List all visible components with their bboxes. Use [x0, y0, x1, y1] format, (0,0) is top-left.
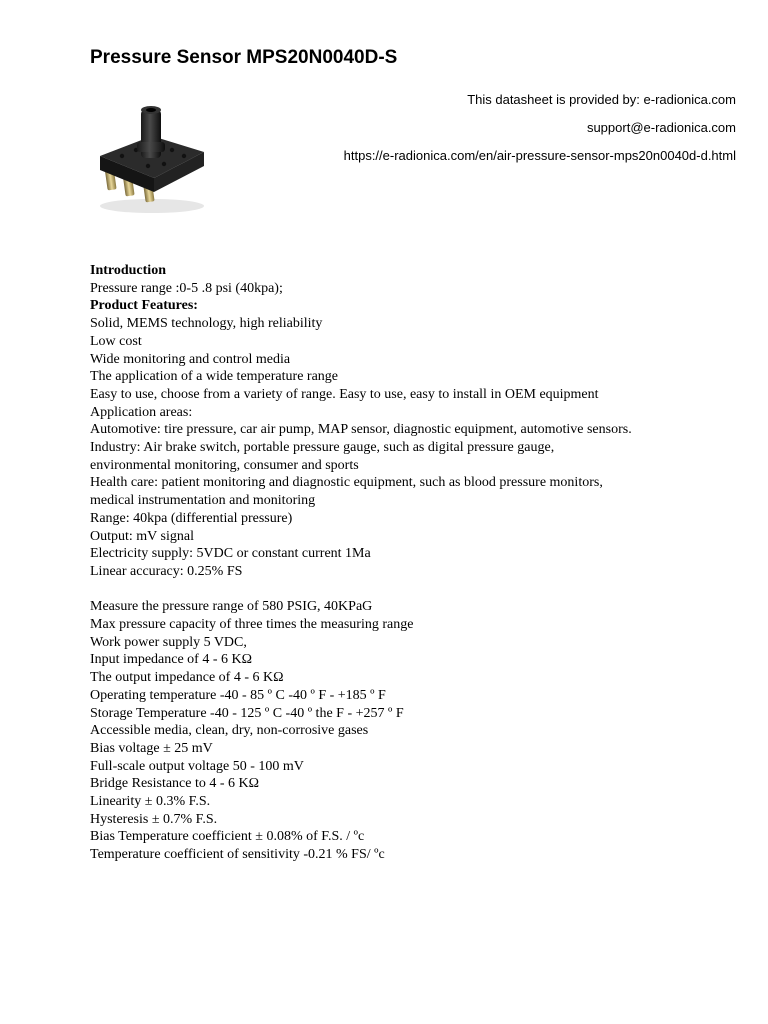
text-line: Bridge Resistance to 4 - 6 KΩ	[90, 776, 260, 792]
text-line: Easy to use, choose from a variety of range. Easy to use, easy to install in OEM equipment	[90, 386, 599, 402]
text-line: Linearity ± 0.3% F.S.	[90, 794, 211, 810]
text-line: Range: 40kpa (differential pressure)	[90, 510, 293, 526]
provider-info	[236, 92, 736, 176]
text-line: Work power supply 5 VDC,	[90, 634, 247, 650]
text-line: The output impedance of 4 - 6 KΩ	[90, 670, 284, 686]
text-line: Full-scale output voltage 50 - 100 mV	[90, 758, 304, 774]
text-line: Automotive: tire pressure, car air pump, MAP sensor, diagnostic equipment, automotive sensors.	[90, 422, 632, 438]
text-line: Measure the pressure range of 580 PSIG, 40KPaG	[90, 599, 373, 615]
text-line: Accessible media, clean, dry, non-corrosive gases	[90, 723, 369, 739]
text-line: Electricity supply: 5VDC or constant current 1Ma	[90, 546, 371, 562]
text-line: Low cost	[90, 333, 142, 349]
specifications-section	[90, 598, 730, 864]
text-line: Storage Temperature -40 - 125 º C -40 º the F - +257 º F	[90, 705, 404, 721]
text-line: Hysteresis ± 0.7% F.S.	[90, 811, 218, 827]
text-line: Health care: patient monitoring and diagnostic equipment, such as blood pressure monitors,	[90, 475, 603, 491]
page-title: Pressure Sensor MPS20N0040D-S	[90, 47, 398, 68]
section-heading: Introduction	[90, 263, 166, 278]
text-line: Max pressure capacity of three times the measuring range	[90, 617, 414, 633]
text-line: Output: mV signal	[90, 528, 194, 544]
text-line: environmental monitoring, consumer and sports	[90, 457, 359, 473]
text-line: Bias voltage ± 25 mV	[90, 740, 213, 756]
provided-by-text: This datasheet is provided by: e-radionica.com	[467, 92, 736, 107]
text-line: Application areas:	[90, 404, 193, 420]
text-line: Pressure range :0-5 .8 psi (40kpa);	[90, 280, 283, 296]
text-line: Temperature coefficient of sensitivity -0.21 % FS/ ºc	[90, 847, 385, 863]
intro-and-features-section	[90, 262, 730, 581]
text-line: Input impedance of 4 - 6 KΩ	[90, 652, 253, 668]
text-line: Solid, MEMS technology, high reliability	[90, 316, 323, 332]
datasheet-body	[90, 262, 730, 864]
text-line: The application of a wide temperature range	[90, 369, 338, 385]
pressure-sensor-photo	[92, 98, 216, 216]
text-line: medical instrumentation and monitoring	[90, 493, 316, 509]
text-line: Wide monitoring and control media	[90, 351, 291, 367]
text-line: Bias Temperature coefficient ± 0.08% of F.S. / ºc	[90, 829, 365, 845]
text-line: Operating temperature -40 - 85 º C -40 º F - +185 º F	[90, 687, 386, 703]
text-line: Linear accuracy: 0.25% FS	[90, 563, 243, 579]
text-line: Industry: Air brake switch, portable pressure gauge, such as digital pressure gauge,	[90, 440, 555, 456]
support-email[interactable]: support@e-radionica.com	[586, 120, 736, 135]
product-url[interactable]: https://e-radionica.com/en/air-pressure-sensor-mps20n0040d-d.html	[343, 148, 736, 163]
section-gap	[90, 581, 730, 599]
section-heading: Product Features:	[90, 298, 198, 314]
